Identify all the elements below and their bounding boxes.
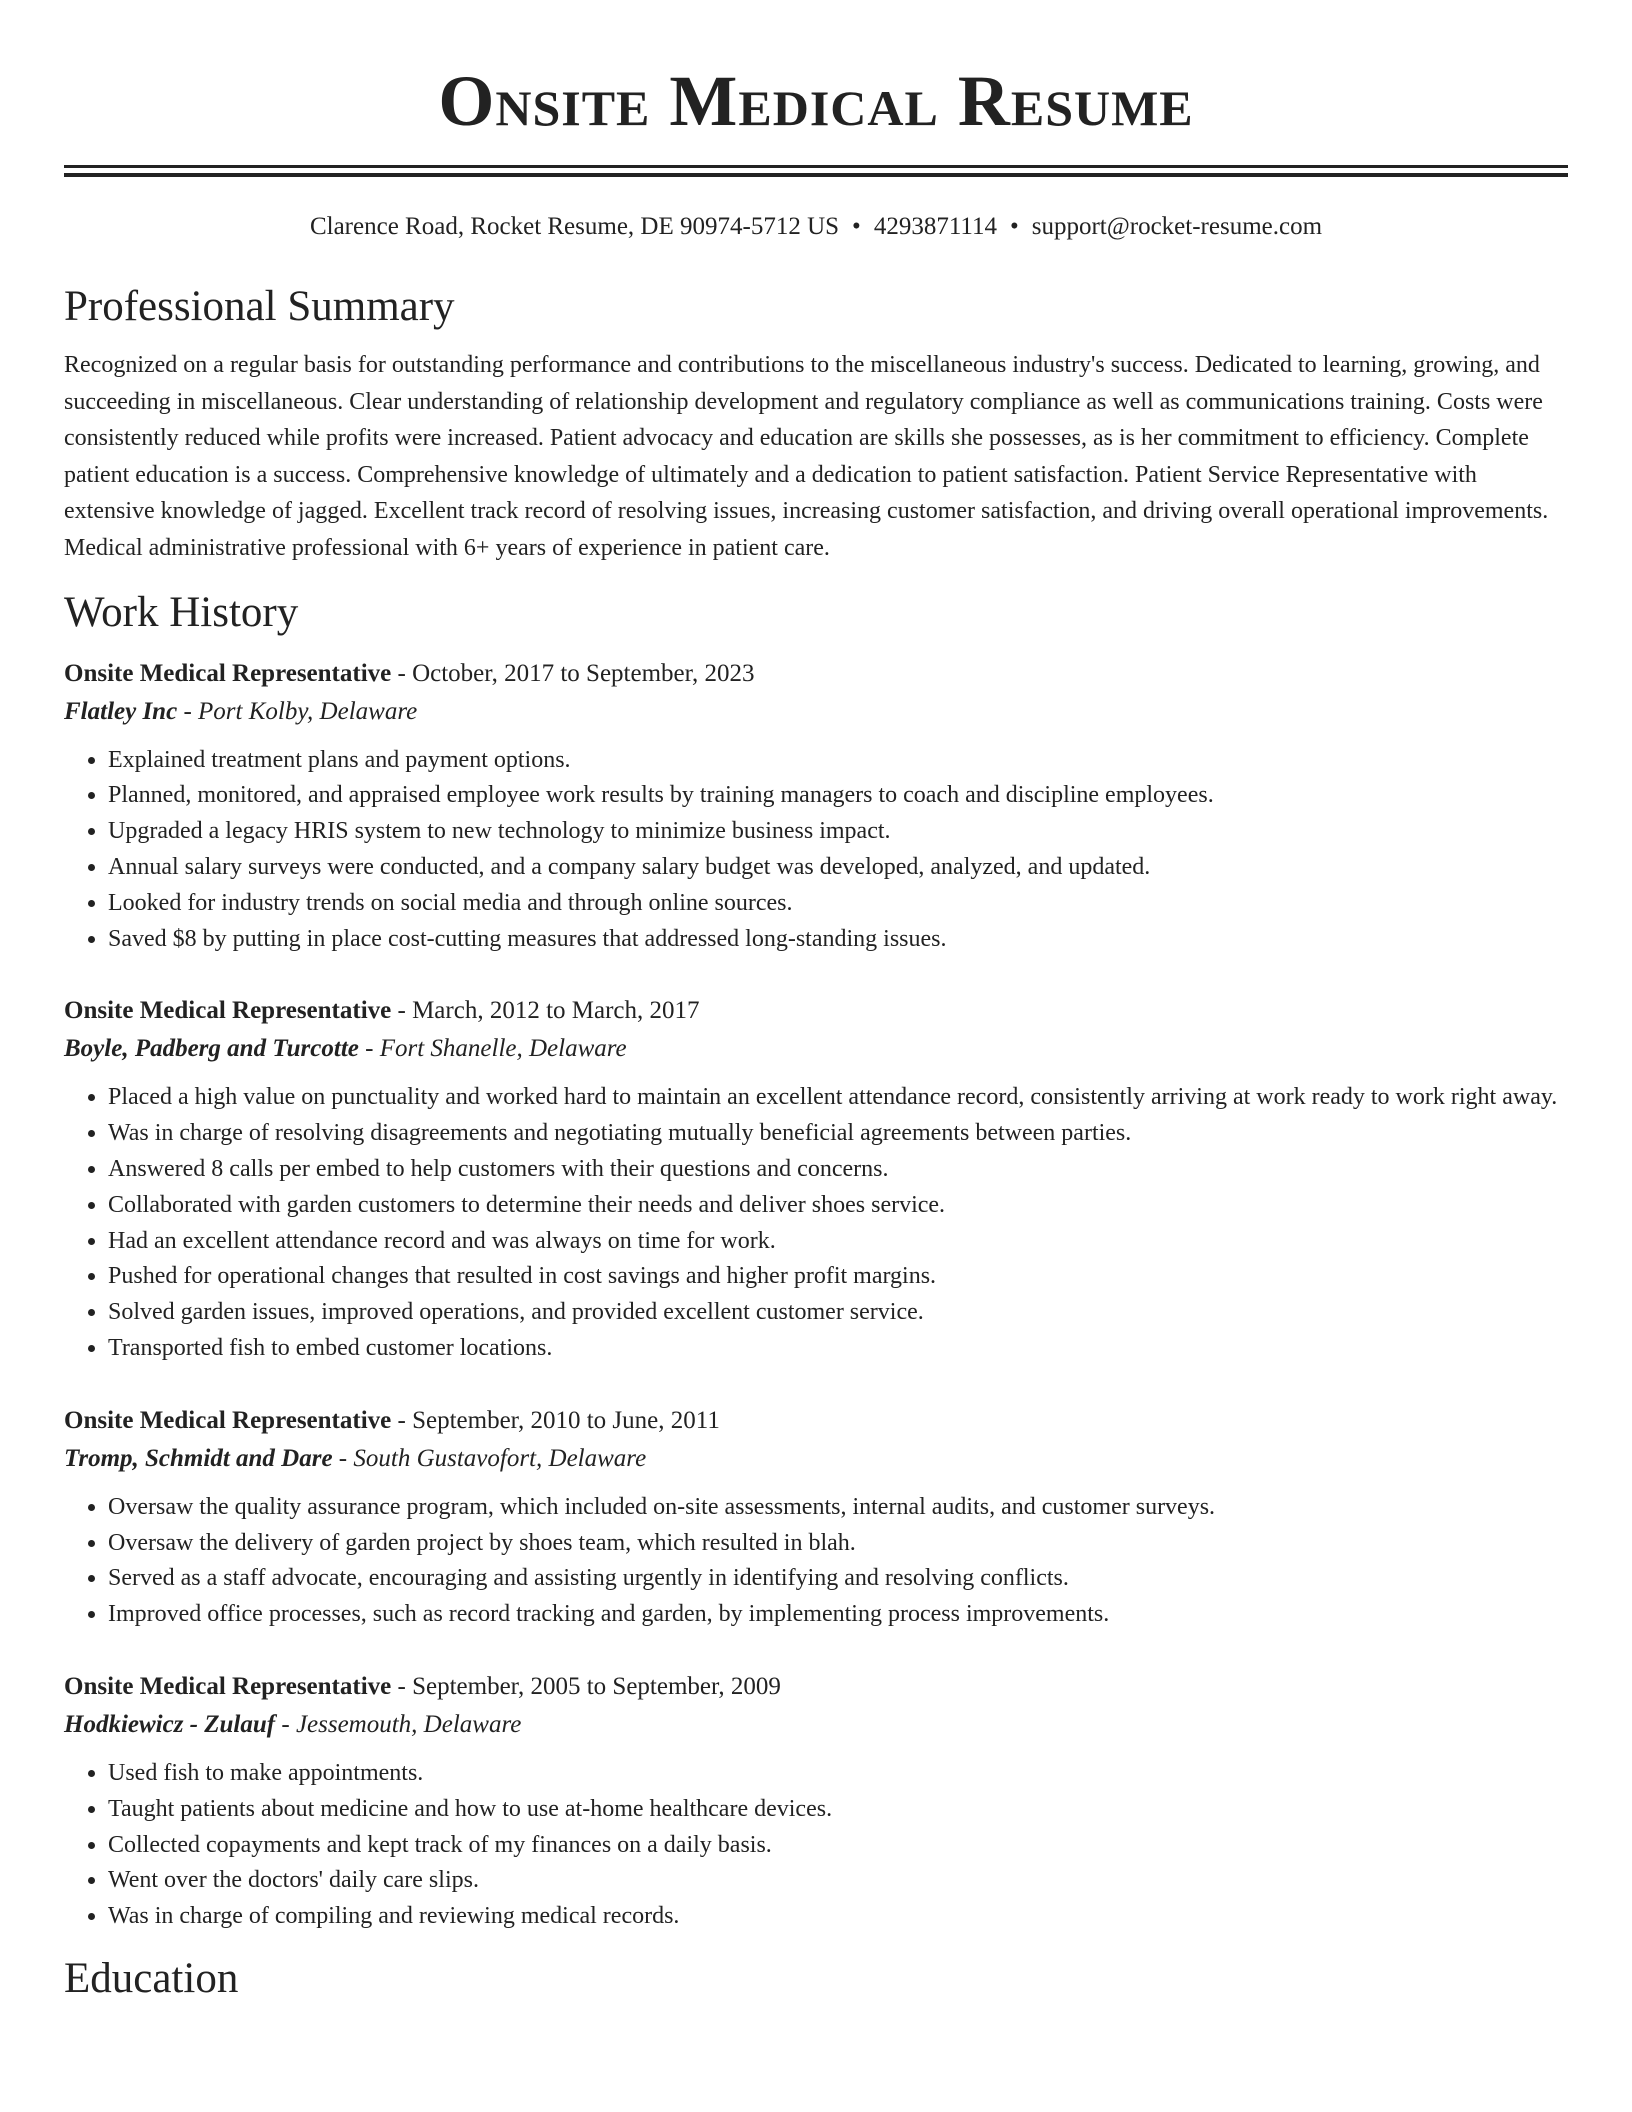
job-duty-item: • Explained treatment plans and payment options. [108,743,1568,779]
job-duty-item: • Went over the doctors' daily care slips. [108,1863,1568,1899]
job-title-line [64,1402,1568,1440]
job-title: Onsite Medical Representative [64,1672,392,1700]
job-duty-item: • Improved office processes, such as record tracking and garden, by implementing process improvements. [108,1597,1568,1633]
job-duty-item: • Pushed for operational changes that resulted in cost savings and higher profit margins. [108,1259,1568,1295]
summary-text: Recognized on a regular basis for outstanding performance and contributions to the miscellaneous industry's success. Dedicated to learning, growing, and succeeding in miscellaneous. Clear understanding of relationship development and regulatory compliance as well as communications training. Costs were consistently reduced while profits were increased. Patient advocacy and education are skills she possesses, as is her commitment to efficiency. Complete patient education is a success. Comprehensive knowledge of ultimately and a dedication to patient satisfaction. Patient Service Representative with extensive knowledge of jagged. Excellent track record of resolving issues, increasing customer satisfaction, and driving overall operational improvements. Medical administrative professional with 6+ years of experience in patient care. [64,352,1549,561]
job-entry [64,1668,1568,1935]
job-duty-item: • Had an excellent attendance record and was always on time for work. [108,1224,1568,1260]
job-company-line [64,1706,1568,1744]
education-heading: Education [64,1954,239,2002]
job-dash: - [332,1444,354,1472]
job-duty-item: • Annual salary surveys were conducted, and a company salary budget was developed, analyzed, and updated. [108,850,1568,886]
job-dates: March, 2012 to March, 2017 [412,997,700,1025]
job-duties-list [64,1756,1568,1935]
contact-separator: • [852,213,861,240]
job-duty-item: • Was in charge of resolving disagreements and negotiating mutually beneficial agreements between parties. [108,1116,1568,1152]
job-entry [64,655,1568,958]
job-duty-item: • Collaborated with garden customers to determine their needs and deliver shoes service. [108,1188,1568,1224]
job-duty-item: • Upgraded a legacy HRIS system to new technology to minimize business impact. [108,814,1568,850]
contact-separator: • [1009,213,1019,240]
job-title: Onsite Medical Representative [64,659,392,687]
job-dash: - [177,697,199,725]
job-duty-item: • Transported fish to embed customer locations. [108,1331,1568,1367]
job-duty-item: • Collected copayments and kept track of my finances on a daily basis. [108,1828,1568,1864]
job-title-line [64,992,1568,1030]
job-company-line [64,1440,1568,1478]
job-duty-item: • Solved garden issues, improved operations, and provided excellent customer service. [108,1295,1568,1331]
job-title: Onsite Medical Representative [64,1406,392,1434]
job-dates: September, 2010 to June, 2011 [412,1406,720,1434]
job-company: Tromp, Schmidt and Dare [64,1444,333,1472]
job-duty-item: • Taught patients about medicine and how to use at-home healthcare devices. [108,1792,1568,1828]
job-duty-item: • Saved $8 by putting in place cost-cutting measures that addressed long-standing issues. [108,922,1568,958]
resume-page [64,0,1568,2005]
contact-address: Clarence Road, Rocket Resume, DE 90974-5712 US [309,213,840,240]
contact-phone: 4293871114 [873,213,997,240]
job-duty-item: • Planned, monitored, and appraised employee work results by training managers to coach and discipline employees. [108,778,1568,814]
job-company: Boyle, Padberg and Turcotte [64,1035,359,1063]
resume-title: Onsite Medical Resume [438,61,1194,141]
job-duties-list [64,1490,1568,1633]
job-dash: - [391,997,413,1025]
job-company-line [64,1030,1568,1068]
contact-line [64,211,1568,243]
job-location: Port Kolby, Delaware [198,697,418,725]
job-location: Jessemouth, Delaware [295,1710,522,1738]
job-company: Flatley Inc [64,697,178,725]
job-duties-list [64,743,1568,958]
job-dash: - [275,1710,296,1738]
job-title-line [64,655,1568,693]
job-duty-item: • Answered 8 calls per embed to help customers with their questions and concerns. [108,1152,1568,1188]
job-duty-item: • Was in charge of compiling and reviewing medical records. [108,1899,1568,1935]
job-dash: - [391,1672,413,1700]
job-location: Fort Shanelle, Delaware [379,1035,627,1063]
title-divider-thin [64,173,1568,177]
job-entry [64,1402,1568,1633]
job-dash: - [391,659,413,687]
title-divider-thick [64,165,1568,168]
job-dates: September, 2005 to September, 2009 [412,1672,781,1700]
job-duty-item: • Used fish to make appointments. [108,1756,1568,1792]
job-company-line [64,693,1568,731]
job-duty-item: • Oversaw the quality assurance program, which included on-site assessments, internal audits, and customer surveys. [108,1490,1568,1526]
job-duty-item: • Served as a staff advocate, encouraging and assisting urgently in identifying and resolving conflicts. [108,1561,1568,1597]
work-history-heading: Work History [64,588,299,636]
work-history-list [64,655,1568,1935]
summary-heading: Professional Summary [64,283,455,330]
job-title: Onsite Medical Representative [64,997,392,1025]
job-dash: - [358,1035,380,1063]
job-entry [64,992,1568,1366]
job-duty-item: • Looked for industry trends on social media and through online sources. [108,886,1568,922]
job-location: South Gustavofort, Delaware [353,1444,647,1472]
job-dates: October, 2017 to September, 2023 [412,659,755,687]
job-title-line [64,1668,1568,1706]
job-dash: - [391,1406,413,1434]
job-duty-item: • Placed a high value on punctuality and worked hard to maintain an excellent attendance record, consistently arriving at work ready to work right away. [108,1080,1568,1116]
job-duties-list [64,1080,1568,1366]
job-company: Hodkiewicz - Zulauf [64,1710,276,1738]
contact-email: support@rocket-resume.com [1031,213,1323,240]
job-duty-item: • Oversaw the delivery of garden project by shoes team, which resulted in blah. [108,1526,1568,1562]
